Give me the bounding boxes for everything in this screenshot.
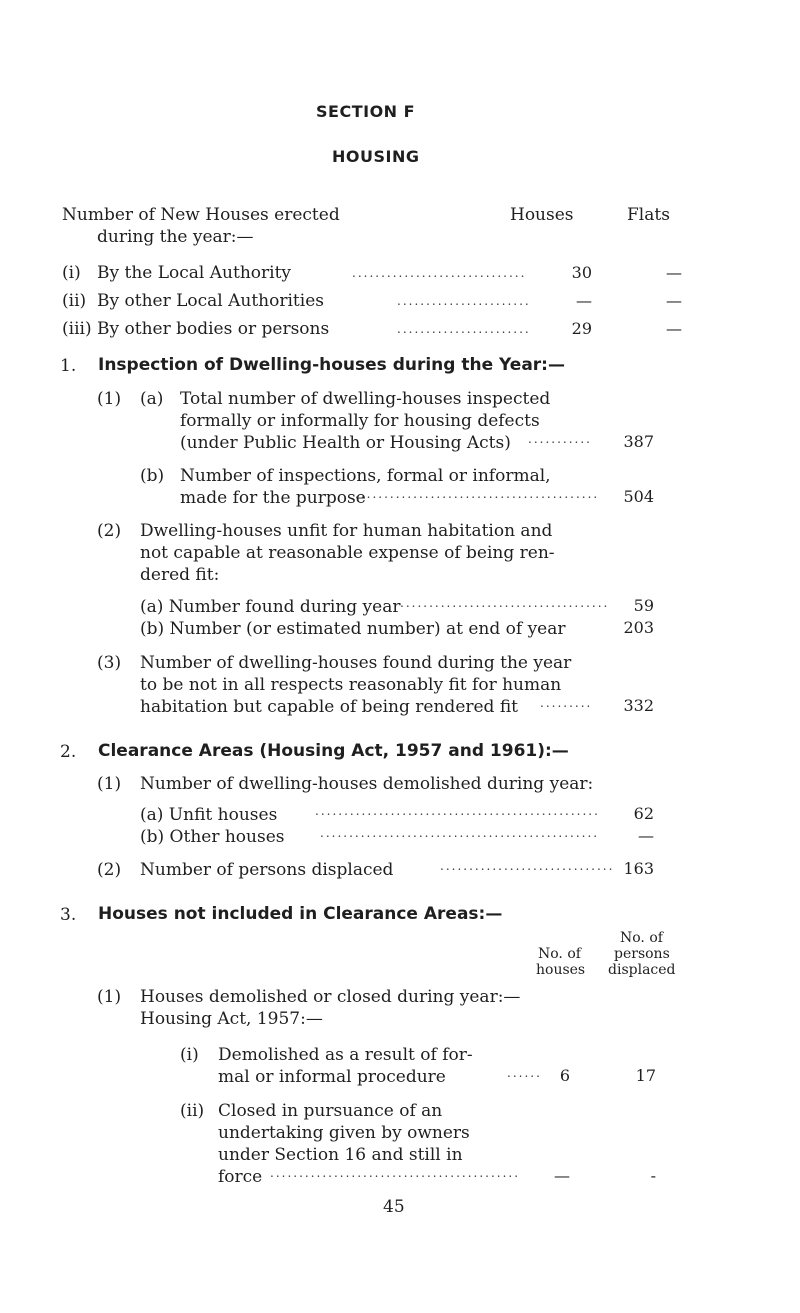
leader-dots: .............................. [440, 859, 615, 873]
item3-i-persons: 17 [635, 1066, 656, 1085]
item2-heading: Clearance Areas (Housing Act, 1957 and 1961):— [98, 741, 569, 761]
item1-p1-num: (1) [97, 389, 122, 409]
leader-dots: ....................... [397, 294, 531, 308]
item1-p2-num: (2) [97, 521, 122, 541]
leader-dots: ......... [540, 696, 593, 710]
item1-p2b-value: 203 [623, 618, 654, 637]
page-number: 45 [383, 1197, 405, 1217]
col-persons-header-line2: persons [614, 946, 670, 962]
item1-p1a-value: 387 [623, 432, 654, 451]
flats-value: — [666, 291, 682, 310]
item3-i-line2: mal or informal procedure [218, 1067, 446, 1087]
item1-p1a-line1: Total number of dwelling-houses inspected [180, 389, 551, 409]
houses-value: 29 [571, 319, 592, 338]
col-flats-header: Flats [627, 205, 670, 225]
item1-number: 1. [60, 356, 77, 376]
col-houses-header-line2: houses [536, 962, 586, 978]
item1-p1b-line2: made for the purpose [180, 488, 366, 508]
new-houses-row [62, 318, 682, 340]
new-houses-label-line2: during the year:— [97, 227, 254, 247]
col-persons-header-line1: No. of [620, 930, 663, 946]
item1-p3-num: (3) [97, 653, 122, 673]
item2-p1a-label: (a) Unfit houses [140, 805, 278, 825]
col-persons-header-line3: displaced [608, 962, 676, 978]
item3-p1-line2: Housing Act, 1957:— [140, 1009, 323, 1029]
item2-p1-num: (1) [97, 774, 122, 794]
col-houses-header-line1: No. of [538, 946, 581, 962]
item1-p1a-line3: (under Public Health or Housing Acts) [180, 433, 511, 453]
item1-p2-line2: not capable at reasonable expense of being ren- [140, 543, 555, 563]
item1-p1b-line1: Number of inspections, formal or informal, [180, 466, 551, 486]
item1-heading: Inspection of Dwelling-houses during the Year:— [98, 355, 565, 375]
leader-dots: .................................... [400, 596, 610, 610]
item2-p1b-value: — [638, 826, 654, 845]
leader-dots: .............................. [352, 266, 527, 280]
item1-p3-line2: to be not in all respects reasonably fit for human [140, 675, 562, 695]
item2-p2-value: 163 [623, 859, 654, 878]
item1-p2a-value: 59 [633, 596, 654, 615]
item3-ii-line1: Closed in pursuance of an [218, 1101, 443, 1121]
col-houses-header: Houses [510, 205, 574, 225]
item3-ii-line3: under Section 16 and still in [218, 1145, 463, 1165]
section-subtitle: HOUSING [332, 147, 420, 166]
item1-p1a-line2: formally or informally for housing defects [180, 411, 540, 431]
row-num: (ii) [62, 291, 87, 311]
leader-dots: ........................................... [270, 1166, 521, 1180]
item3-i-line1: Demolished as a result of for- [218, 1045, 473, 1065]
item2-p2-num: (2) [97, 860, 122, 880]
item3-p1-num: (1) [97, 987, 122, 1007]
item1-p3-line1: Number of dwelling-houses found during the year [140, 653, 572, 673]
item1-p1b-letter: (b) [140, 466, 165, 486]
new-houses-label-line1: Number of New Houses erected [62, 205, 340, 225]
item3-p1-line1: Houses demolished or closed during year:— [140, 987, 521, 1007]
new-houses-row [62, 290, 682, 312]
item3-ii-line2: undertaking given by owners [218, 1123, 470, 1143]
item3-i-num: (i) [180, 1045, 199, 1065]
item1-p3-line3: habitation but capable of being rendered fit [140, 697, 519, 717]
item2-p1a-value: 62 [633, 804, 654, 823]
leader-dots: .......................................... [355, 487, 600, 501]
houses-value: — [576, 291, 592, 310]
flats-value: — [666, 263, 682, 282]
item1-p2a-label: (a) Number found during year [140, 597, 401, 617]
item1-p3-value: 332 [623, 696, 654, 715]
item3-heading: Houses not included in Clearance Areas:— [98, 904, 503, 924]
row-num: (i) [62, 263, 81, 283]
leader-dots: ....................... [397, 322, 531, 336]
row-label: By the Local Authority [97, 263, 292, 283]
houses-value: 30 [571, 263, 592, 282]
item1-p1a-letter: (a) [140, 389, 164, 409]
item1-p1b-value: 504 [623, 487, 654, 506]
leader-dots: ................................................ [320, 826, 600, 840]
row-num: (iii) [62, 319, 92, 339]
section-title: SECTION F [316, 102, 416, 121]
item2-p1b-label: (b) Other houses [140, 827, 285, 847]
leader-dots: ........... [528, 432, 592, 446]
item2-p2-line1: Number of persons displaced [140, 860, 394, 880]
leader-dots: ................................................. [315, 804, 600, 818]
item3-ii-line4: force [218, 1167, 263, 1187]
item2-number: 2. [60, 742, 77, 762]
item3-ii-persons: - [650, 1166, 656, 1185]
item1-p2b-label: (b) Number (or estimated number) at end of year [140, 619, 566, 639]
new-houses-row [62, 262, 682, 284]
row-label: By other Local Authorities [97, 291, 324, 311]
item1-p2-line3: dered fit: [140, 565, 220, 585]
item3-number: 3. [60, 905, 77, 925]
item3-i-houses: 6 [559, 1066, 570, 1085]
item3-ii-num: (ii) [180, 1101, 205, 1121]
item3-ii-houses: — [554, 1166, 570, 1185]
item2-p1-line1: Number of dwelling-houses demolished during year: [140, 774, 594, 794]
item1-p2-line1: Dwelling-houses unfit for human habitation and [140, 521, 553, 541]
leader-dots: ...... [507, 1066, 542, 1080]
flats-value: — [666, 319, 682, 338]
row-label: By other bodies or persons [97, 319, 330, 339]
